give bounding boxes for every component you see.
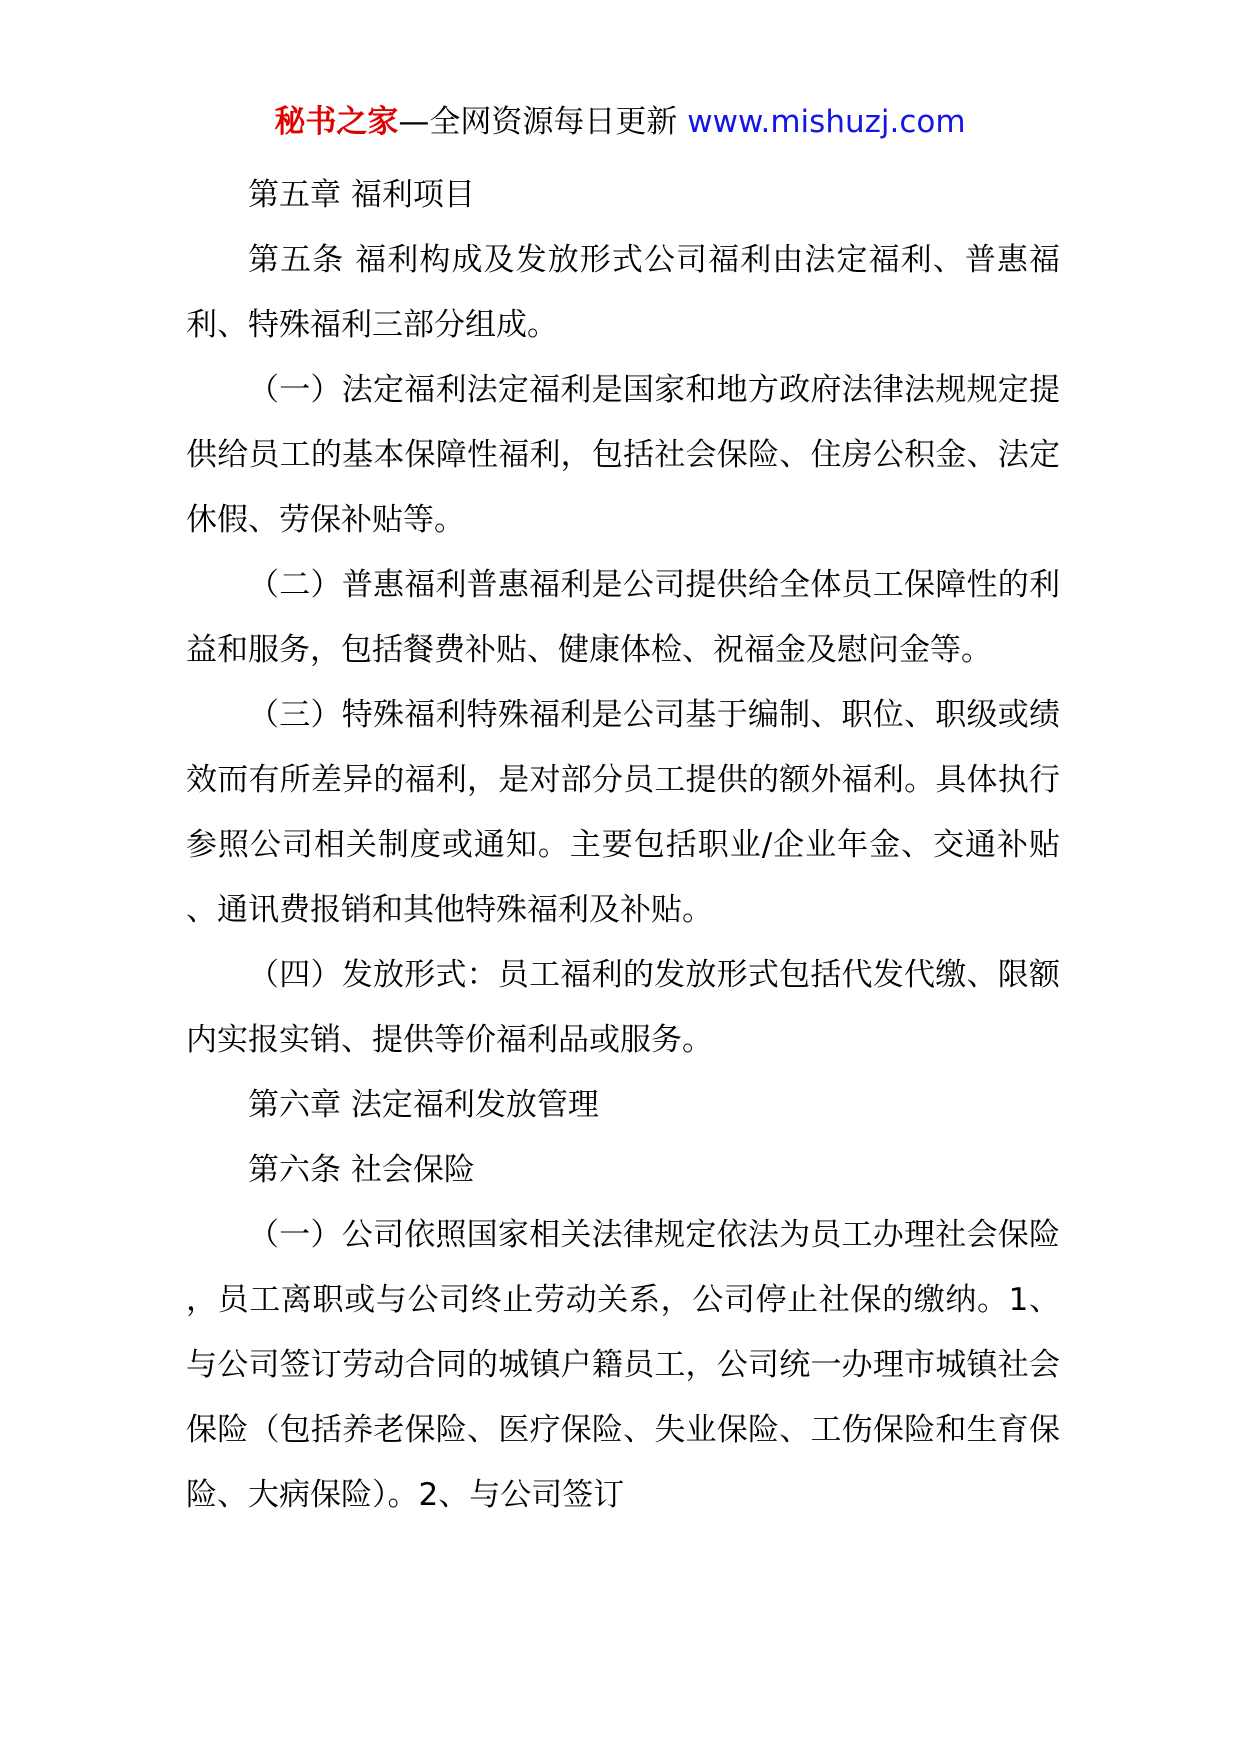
special-welfare-paragraph: （三）特殊福利特殊福利是公司基于编制、职位、职级或绩效而有所差异的福利，是对部分员工提供的额外福利。具体执行参照公司相关制度或通知。主要包括职业/企业年金、交通补贴、通讯费报销和其他特殊福利及补贴。 <box>186 697 1060 928</box>
brand-name: 秘书之家 <box>274 104 399 140</box>
general-welfare-paragraph: （二）普惠福利普惠福利是公司提供给全体员工保障性的利益和服务，包括餐费补贴、健康体检、祝福金及慰问金等。 <box>186 567 1060 668</box>
distribution-form-paragraph: （四）发放形式：员工福利的发放形式包括代发代缴、限额内实报实销、提供等价福利品或服务。 <box>186 957 1060 1058</box>
chapter-heading-6: 第六章 法定福利发放管理 <box>248 1087 599 1123</box>
site-header <box>0 100 1240 144</box>
header-tagline: —全网资源每日更新 <box>398 104 678 140</box>
site-url-link[interactable]: www.mishuzj.com <box>687 104 966 140</box>
chapter-heading-5: 第五章 福利项目 <box>248 177 475 213</box>
social-insurance-paragraph: （一）公司依照国家相关法律规定依法为员工办理社会保险，员工离职或与公司终止劳动关系，公司停止社保的缴纳。1、与公司签订劳动合同的城镇户籍员工，公司统一办理市城镇社会保险（包括养老保险、医疗保险、失业保险、工伤保险和生育保险、大病保险）。2、与公司签订 <box>186 1217 1060 1513</box>
statutory-welfare-paragraph: （一）法定福利法定福利是国家和地方政府法律法规规定提供给员工的基本保障性福利，包括社会保险、住房公积金、法定休假、劳保补贴等。 <box>186 372 1060 538</box>
article-6-heading: 第六条 社会保险 <box>248 1152 475 1188</box>
document-body <box>186 163 1060 1528</box>
article-5-paragraph: 第五条 福利构成及发放形式公司福利由法定福利、普惠福利、特殊福利三部分组成。 <box>186 242 1060 343</box>
